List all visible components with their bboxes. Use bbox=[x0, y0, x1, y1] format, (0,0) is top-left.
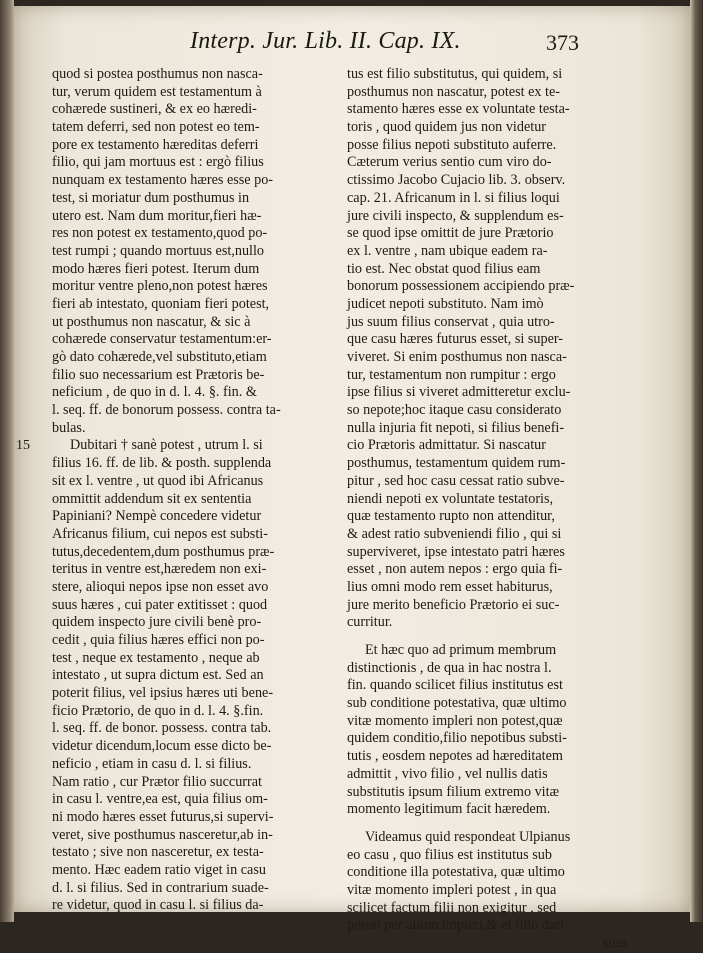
text-line: moritur ventre pleno,non potest hæres bbox=[52, 278, 268, 295]
text-line: ex l. ventre , nam ubique eadem ra- bbox=[347, 242, 548, 259]
text-line: tus est filio substitutus, qui quidem, si bbox=[347, 66, 563, 82]
text-line: sub conditione potestativa, quæ ultimo bbox=[347, 695, 567, 712]
text-line: & adest ratio subveniendi filio , qui si bbox=[347, 525, 562, 542]
text-line: l. seq. ff. de bonorum possess. contra ta- bbox=[52, 402, 281, 419]
text-line: posthumus, testamentum quidem rum- bbox=[347, 455, 566, 472]
text-line: que casu hæres futurus esset, si super- bbox=[347, 331, 564, 348]
text-line: stere, alioqui nepos ipse non esset avo bbox=[52, 578, 269, 595]
book-page bbox=[14, 6, 690, 951]
text-line: niendi nepoti ex voluntate testatoris, bbox=[347, 490, 554, 507]
paragraph-15 bbox=[16, 437, 352, 915]
text-line: l. seq. ff. de bonor. possess. contra tab. bbox=[52, 720, 272, 737]
text-line: modo hæres fieri potest. Iterum dum bbox=[52, 260, 260, 277]
text-line: tur, testamentum non rumpitur : ergo bbox=[347, 366, 556, 383]
text-line: quæ testamento rupto non attenditur, bbox=[347, 508, 555, 525]
right-paragraph-membrum bbox=[347, 642, 637, 819]
text-line: ipse filius si viveret admitteretur exclu- bbox=[347, 384, 571, 401]
text-line: Cæterum verius sentio cum viro do- bbox=[347, 154, 552, 171]
text-line: jus suum filius conservat , quia utro- bbox=[347, 313, 555, 330]
text-line: posse filius nepoti substituto auferre. bbox=[347, 136, 557, 153]
text-line: testato ; sive non nasceretur, ex testa- bbox=[52, 844, 264, 861]
text-line: tur, verum quidem est testamentum à bbox=[52, 83, 262, 100]
text-line: test , neque ex testamento , neque ab bbox=[52, 649, 260, 666]
paragraph-number: 15 bbox=[16, 438, 30, 454]
text-line: Videamus quid respondeat Ulpianus bbox=[365, 828, 571, 845]
text-line: superviveret, ipse intestato patri hæres bbox=[347, 543, 565, 560]
text-line: neficio , etiam in casu d. l. si filius. bbox=[52, 755, 252, 772]
text-line: cap. 21. Africanum in l. si filius loqui bbox=[347, 189, 560, 206]
text-line: viveret. Si enim posthumus non nasca- bbox=[347, 349, 567, 365]
catchword: suas bbox=[602, 935, 627, 951]
text-line: admittit , vivo filio , vel nullis datis bbox=[347, 765, 548, 782]
book-spine-shadow bbox=[0, 0, 14, 922]
text-line: vitæ momento impleri non potest,quæ bbox=[347, 712, 563, 729]
text-line: Nam ratio , cur Prætor filio succurrat bbox=[52, 773, 262, 790]
text-line: ni modo hæres esset futurus,si supervi- bbox=[52, 808, 274, 825]
text-line: esset , non autem nepos : ergo quia fi- bbox=[347, 561, 563, 578]
text-line: cio Prætoris admittatur. Si nascatur bbox=[347, 437, 546, 454]
left-column bbox=[16, 66, 352, 915]
text-line: ficio Prætorio, de quo in d. l. 4. §.fin. bbox=[52, 702, 264, 719]
text-line: cedit , quia filius hæres effici non po- bbox=[52, 632, 265, 648]
page-header bbox=[14, 28, 690, 62]
left-paragraph-continuation bbox=[52, 66, 352, 437]
right-paragraph-continuation bbox=[347, 66, 637, 632]
text-line: tutus,decedentem,dum posthumus præ- bbox=[52, 543, 275, 560]
text-line: bulas. bbox=[52, 419, 86, 436]
text-line: filio, qui jam mortuus est : ergò filius bbox=[52, 154, 264, 171]
text-line: cohærede conservatur testamentum:er- bbox=[52, 331, 272, 348]
text-line: substitutis ipsum filium extremo vitæ bbox=[347, 783, 560, 800]
text-line: Dubitari † sanè potest , utrum l. si bbox=[70, 437, 263, 454]
text-line: distinctionis , de qua in hac nostra l. bbox=[347, 659, 552, 676]
text-line: d. l. si filius. Sed in contrarium suade- bbox=[52, 879, 269, 896]
text-line: quidem conditio,filio nepotibus substi- bbox=[347, 730, 567, 747]
text-line: pitur , sed hoc casu cessat ratio subve- bbox=[347, 472, 565, 489]
text-line: stamento hæres esse ex voluntate testa- bbox=[347, 101, 570, 118]
text-line: teritus in ventre est,hæredem non exi- bbox=[52, 561, 267, 578]
text-line: videtur dicendum,locum esse dicto be- bbox=[52, 738, 272, 755]
text-line: vitæ momento impleri potest , in qua bbox=[347, 881, 557, 898]
text-line: mento. Hæc eadem ratio viget in casu bbox=[52, 861, 266, 878]
text-line: judicet nepoti substituto. Nam imò bbox=[347, 295, 544, 312]
text-line: re videtur, quod in casu l. si filius da- bbox=[52, 897, 264, 914]
text-line: res non potest ex testamento,quod po- bbox=[52, 225, 268, 242]
right-paragraph-videamus bbox=[347, 829, 637, 935]
text-line: nunquam ex testamento hæres esse po- bbox=[52, 172, 274, 189]
text-line: posthumus non nascatur, potest ex te- bbox=[347, 83, 560, 100]
text-line: conditione illa potestativa, quæ ultimo bbox=[347, 864, 565, 881]
text-line: gò dato cohærede,vel substituto,etiam bbox=[52, 349, 267, 365]
text-line: so nepote;hoc itaque casu considerato bbox=[347, 402, 562, 419]
text-line: tatem deferri, sed non potest eo tem- bbox=[52, 119, 260, 136]
text-line: filius 16. ff. de lib. & posth. supplenda bbox=[52, 455, 272, 472]
text-line: quod si postea posthumus non nasca- bbox=[52, 66, 263, 82]
text-line: potest per alium impleri,& ei filio dari bbox=[347, 917, 565, 934]
text-line: toris , quod quidem jus non videtur bbox=[347, 119, 547, 136]
text-line: lius omni modo rem esset habiturus, bbox=[347, 578, 553, 595]
text-line: suus hæres , cui pater extitisset : quod bbox=[52, 596, 268, 613]
text-line: jure civili inspecto, & supplendum es- bbox=[347, 207, 564, 224]
text-line: ut posthumus non nascatur, & sic à bbox=[52, 313, 251, 330]
text-line: neficium , de quo in d. l. 4. §. fin. & bbox=[52, 384, 257, 401]
text-line: scilicet factum filii non exigitur , sed bbox=[347, 899, 557, 916]
right-column bbox=[347, 66, 637, 953]
text-line: veret, sive posthumus nasceretur,ab in- bbox=[52, 826, 273, 843]
running-head: Interp. Jur. Lib. II. Cap. IX. bbox=[190, 28, 461, 54]
text-line: cohærede sustineri, & ex eo hæredi- bbox=[52, 101, 257, 118]
text-line: tutis , eosdem nepotes ad hæreditatem bbox=[347, 748, 563, 765]
text-line: fieri ab intestato, quoniam fieri potest, bbox=[52, 295, 270, 312]
text-line: quidem inspecto jure civili benè pro- bbox=[52, 614, 262, 631]
text-line: Et hæc quo ad primum membrum bbox=[365, 642, 557, 658]
book-fore-edge bbox=[690, 0, 703, 922]
paragraph-15-text bbox=[52, 437, 352, 915]
text-line: test rumpi ; quando mortuus est,nullo bbox=[52, 242, 265, 259]
text-line: bonorum possessionem accipiendo præ- bbox=[347, 278, 575, 295]
text-line: intestato , ut supra dictum est. Sed an bbox=[52, 667, 264, 684]
text-line: Africanus filium, cui nepos est substi- bbox=[52, 525, 268, 542]
text-line: sit ex l. ventre , ut quod ibi Africanus bbox=[52, 472, 264, 489]
text-line: fin. quando scilicet filius institutus est bbox=[347, 677, 563, 694]
text-line: pore ex testamento hæreditas deferri bbox=[52, 136, 259, 153]
text-line: utero est. Nam dum moritur,fieri hæ- bbox=[52, 207, 262, 224]
text-line: poterit filius, vel ipsius hæres uti bene- bbox=[52, 685, 274, 702]
page-number: 373 bbox=[546, 30, 579, 55]
text-line: ctissimo Jacobo Cujacio lib. 3. observ. bbox=[347, 172, 566, 189]
text-line: test, si moriatur dum posthumus in bbox=[52, 189, 250, 206]
text-line: se quod ipse omittit de jure Prætorio bbox=[347, 225, 554, 242]
text-line: Papiniani? Nempè concedere videtur bbox=[52, 508, 262, 525]
text-line: ommittit addendum sit ex sententia bbox=[52, 490, 252, 507]
text-line: eo casu , quo filius est institutus sub bbox=[347, 846, 552, 863]
text-line: filio suo necessarium est Prætoris be- bbox=[52, 366, 265, 383]
text-line: curritur. bbox=[347, 614, 393, 631]
text-line: nulla injuria fit nepoti, si filius benefi- bbox=[347, 419, 565, 436]
text-line: jure merito beneficio Prætorio ei suc- bbox=[347, 596, 560, 613]
text-line: in casu l. ventre,ea est, quia filius om- bbox=[52, 791, 268, 808]
text-line: momento legitimum facit hæredem. bbox=[347, 801, 551, 818]
text-line: tio est. Nec obstat quod filius eam bbox=[347, 260, 541, 277]
